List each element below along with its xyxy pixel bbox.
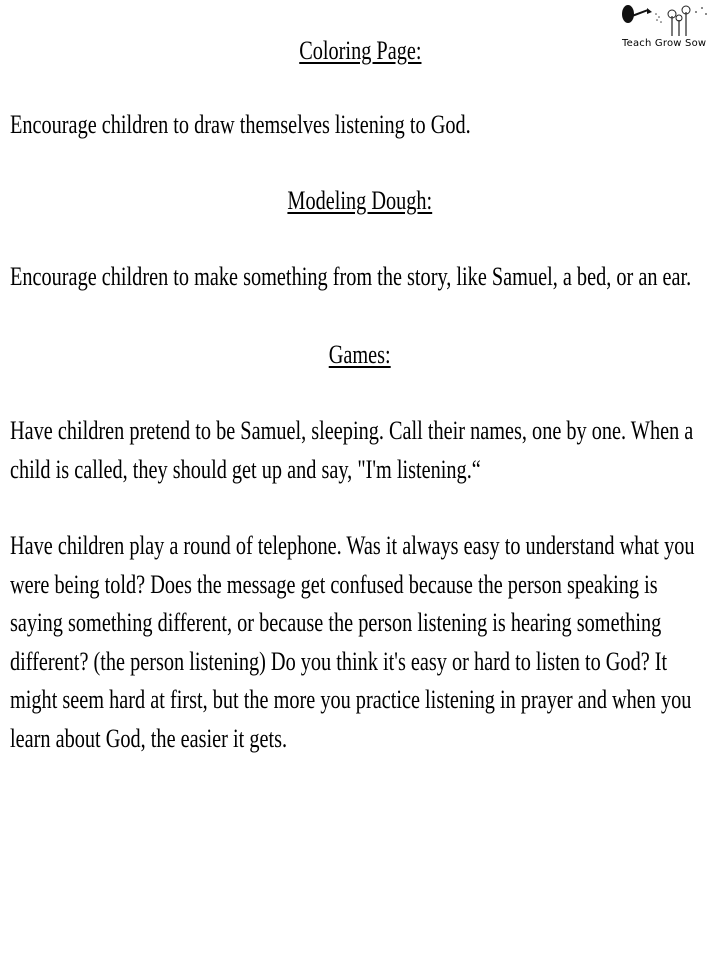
- logo-text: Teach Grow Sow: [622, 38, 707, 49]
- modeling-dough-text: Encourage children to make something from the story, like Samuel, a bed, or an ear.: [10, 262, 692, 291]
- modeling-dough-heading: Modeling Dough:: [287, 186, 433, 215]
- games-heading: Games:: [329, 340, 391, 369]
- coloring-page-text: Encourage children to draw themselves listening to God.: [10, 110, 471, 139]
- games-paragraph-2: Have children play a round of telephone. Was it always easy to understand what you were being told? Does the message get confused because the person speaking is saying something different, or because the person listening is hearing something different? (the person listening) Do you think it's easy or hard to listen to God? It might seem hard at first, but the more you practice listening in prayer and when you learn about God, the easier it gets.: [10, 531, 695, 753]
- coloring-page-heading: Coloring Page:: [298, 36, 422, 65]
- games-paragraph-1: Have children pretend to be Samuel, sleeping. Call their names, one by one. When a child is called, they should get up and say, "I'm listening.“: [10, 416, 694, 484]
